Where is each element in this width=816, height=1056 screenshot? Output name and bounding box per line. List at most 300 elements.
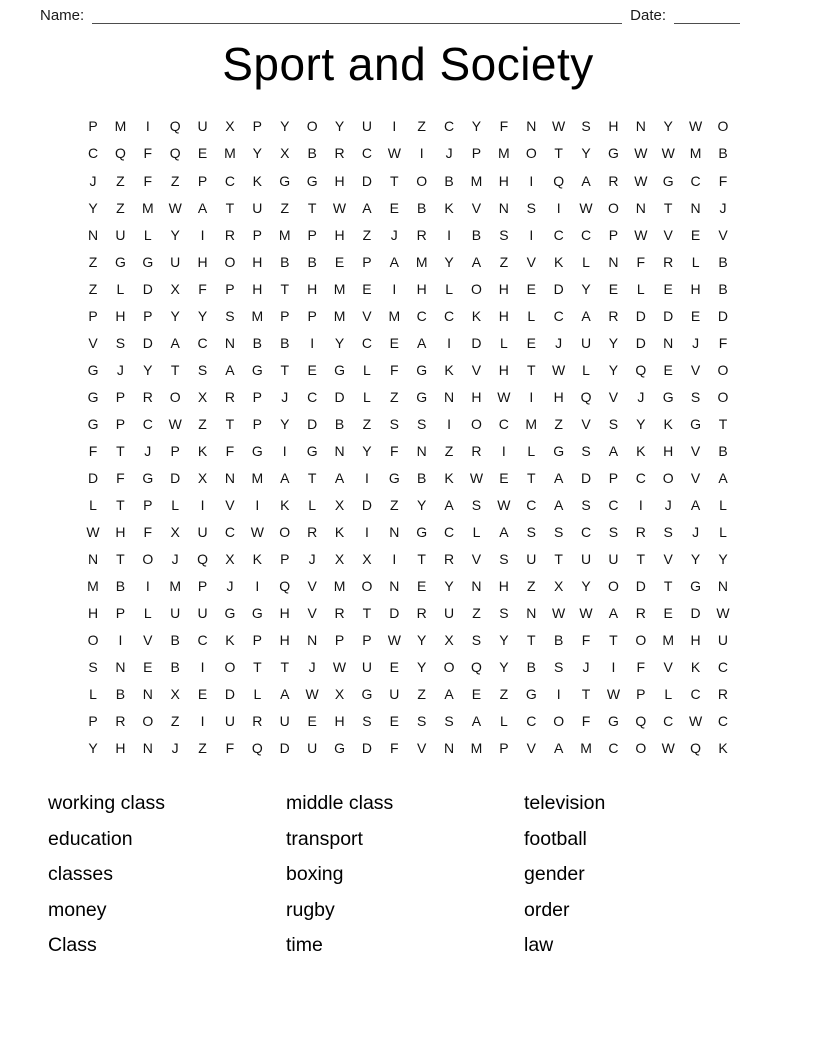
grid-letter: L	[499, 713, 508, 730]
grid-letter: T	[116, 497, 125, 514]
grid-letter: O	[416, 172, 428, 189]
grid-letter: G	[306, 442, 318, 459]
grid-letter: P	[307, 226, 317, 243]
grid-letter: U	[279, 713, 290, 730]
grid-letter: W	[688, 118, 703, 135]
grid-letter: K	[334, 524, 345, 541]
grid-letter: C	[580, 524, 592, 541]
grid-letter: G	[251, 605, 263, 622]
grid-letter: F	[636, 253, 646, 270]
grid-letter: S	[526, 524, 536, 541]
grid-letter: S	[553, 524, 564, 541]
grid-letter: D	[224, 686, 236, 703]
grid-letter: U	[580, 551, 592, 568]
grid-letter: N	[498, 199, 509, 216]
grid-letter: Y	[499, 659, 509, 676]
grid-letter: Z	[170, 172, 180, 189]
grid-letter: A	[334, 470, 345, 487]
word-list-item: rugby	[286, 898, 335, 921]
grid-letter: T	[116, 442, 125, 459]
grid-letter: I	[145, 578, 150, 595]
date-blank-line	[674, 7, 740, 24]
grid-letter: C	[526, 713, 537, 730]
grid-letter: X	[334, 497, 345, 514]
grid-letter: I	[419, 145, 424, 162]
grid-letter: W	[168, 415, 182, 432]
grid-letter: T	[663, 578, 673, 595]
grid-letter: O	[553, 713, 565, 730]
grid-letter: I	[447, 415, 452, 432]
grid-letter: Z	[362, 415, 372, 432]
grid-letter: R	[635, 524, 646, 541]
grid-letter: K	[197, 442, 208, 459]
grid-letter: E	[389, 334, 399, 351]
grid-letter: E	[389, 713, 399, 730]
grid-letter: X	[170, 524, 180, 541]
grid-letter: U	[197, 524, 208, 541]
grid-letter: G	[525, 686, 537, 703]
grid-letter: H	[334, 172, 345, 189]
grid-letter: Z	[417, 118, 426, 135]
grid-letter: G	[306, 172, 318, 189]
grid-letter: L	[664, 686, 673, 703]
grid-letter: M	[415, 253, 428, 270]
grid-letter: G	[553, 442, 565, 459]
grid-letter: P	[225, 280, 235, 297]
grid-letter: B	[718, 280, 728, 297]
grid-letter: S	[499, 605, 509, 622]
grid-letter: Z	[390, 388, 399, 405]
word-list-item: Class	[48, 934, 97, 957]
grid-letter: G	[690, 415, 702, 432]
grid-letter: A	[197, 199, 208, 216]
grid-letter: B	[526, 659, 536, 676]
grid-letter: S	[608, 415, 619, 432]
grid-letter: R	[471, 442, 482, 459]
grid-letter: S	[417, 415, 427, 432]
grid-letter: T	[609, 632, 618, 649]
grid-letter: P	[143, 307, 153, 324]
grid-letter: Y	[170, 226, 180, 243]
grid-letter: U	[389, 686, 400, 703]
grid-letter: U	[224, 713, 236, 730]
grid-letter: I	[200, 713, 205, 730]
grid-letter: A	[553, 740, 564, 757]
grid-letter: J	[390, 226, 398, 243]
grid-letter: E	[499, 470, 509, 487]
grid-letter: F	[718, 172, 728, 189]
grid-letter: U	[307, 740, 318, 757]
grid-letter: E	[663, 280, 673, 297]
grid-letter: I	[392, 280, 397, 297]
grid-letter: N	[115, 659, 126, 676]
grid-letter: G	[607, 145, 619, 162]
grid-letter: D	[142, 280, 153, 297]
grid-letter: V	[88, 334, 98, 351]
grid-letter: P	[636, 686, 646, 703]
grid-letter: J	[144, 442, 152, 459]
grid-letter: G	[416, 388, 428, 405]
grid-letter: S	[526, 199, 536, 216]
grid-letter: D	[553, 280, 564, 297]
grid-letter: D	[361, 172, 372, 189]
grid-letter: L	[499, 334, 508, 351]
grid-letter: A	[718, 470, 728, 487]
grid-letter: P	[88, 118, 98, 135]
grid-letter: Y	[362, 442, 372, 459]
grid-letter: O	[224, 253, 236, 270]
grid-letter: Q	[471, 659, 482, 676]
grid-letter: U	[252, 199, 263, 216]
grid-letter: D	[635, 578, 646, 595]
grid-letter: X	[334, 686, 345, 703]
grid-letter: F	[116, 470, 125, 487]
grid-letter: N	[471, 578, 482, 595]
grid-letter: T	[307, 470, 317, 487]
grid-letter: B	[417, 470, 427, 487]
grid-letter: O	[662, 470, 674, 487]
grid-letter: R	[252, 713, 263, 730]
word-column	[286, 786, 524, 964]
grid-letter: D	[170, 470, 181, 487]
grid-letter: A	[417, 334, 427, 351]
grid-letter: P	[143, 497, 153, 514]
grid-letter: D	[279, 740, 290, 757]
grid-letter: M	[278, 226, 291, 243]
grid-letter: T	[554, 145, 563, 162]
grid-letter: P	[252, 632, 263, 649]
grid-letter: W	[688, 713, 703, 730]
grid-letter: V	[143, 632, 153, 649]
grid-letter: M	[580, 740, 592, 757]
grid-letter: D	[635, 307, 646, 324]
grid-letter: D	[717, 307, 729, 324]
grid-letter: K	[553, 253, 564, 270]
grid-letter: Q	[635, 713, 647, 730]
grid-letter: C	[717, 713, 729, 730]
grid-letter: Y	[417, 632, 427, 649]
grid-letter: H	[553, 388, 564, 405]
grid-letter: M	[141, 199, 154, 216]
grid-letter: E	[471, 686, 482, 703]
grid-letter: A	[471, 253, 482, 270]
grid-letter: Q	[553, 172, 565, 189]
grid-letter: Z	[88, 280, 98, 297]
grid-letter: X	[197, 470, 208, 487]
grid-letter: A	[471, 713, 482, 730]
grid-letter: H	[690, 632, 701, 649]
grid-letter: J	[89, 172, 97, 189]
grid-letter: V	[690, 442, 701, 459]
grid-letter: V	[663, 659, 673, 676]
grid-letter: U	[361, 118, 372, 135]
grid-letter: K	[444, 470, 454, 487]
grid-letter: Y	[690, 551, 701, 568]
grid-letter: O	[224, 659, 236, 676]
grid-letter: Y	[143, 361, 153, 378]
grid-letter: V	[307, 605, 317, 622]
grid-letter: R	[416, 226, 427, 243]
grid-letter: H	[471, 388, 482, 405]
grid-letter: L	[116, 280, 125, 297]
grid-letter: E	[143, 659, 153, 676]
grid-letter: G	[279, 172, 291, 189]
grid-letter: B	[417, 199, 427, 216]
grid-letter: A	[608, 442, 619, 459]
grid-letter: Y	[252, 145, 263, 162]
grid-letter: Z	[198, 740, 207, 757]
grid-letter: W	[469, 470, 484, 487]
grid-letter: B	[444, 172, 454, 189]
grid-letter: I	[556, 686, 561, 703]
grid-letter: M	[87, 578, 99, 595]
grid-letter: G	[142, 470, 154, 487]
grid-letter: H	[498, 172, 509, 189]
grid-letter: G	[251, 442, 263, 459]
grid-letter: R	[334, 605, 345, 622]
grid-letter: G	[690, 578, 702, 595]
grid-letter: U	[115, 226, 126, 243]
grid-letter: N	[444, 388, 455, 405]
grid-letter: L	[171, 497, 180, 514]
grid-letter: F	[390, 361, 399, 378]
grid-letter: Q	[114, 145, 126, 162]
grid-letter: L	[143, 226, 152, 243]
grid-letter: O	[443, 659, 455, 676]
grid-letter: W	[606, 686, 621, 703]
grid-letter: H	[334, 713, 345, 730]
grid-letter: H	[498, 307, 509, 324]
grid-letter: J	[582, 659, 590, 676]
grid-letter: J	[692, 334, 700, 351]
grid-letter: O	[169, 388, 181, 405]
grid-letter: I	[529, 388, 534, 405]
grid-letter: W	[387, 145, 401, 162]
grid-letter: O	[142, 713, 154, 730]
grid-letter: S	[471, 632, 482, 649]
grid-letter: J	[171, 551, 179, 568]
grid-letter: Y	[88, 199, 98, 216]
grid-letter: R	[635, 605, 646, 622]
grid-letter: C	[416, 307, 427, 324]
grid-letter: N	[635, 118, 646, 135]
grid-letter: B	[307, 253, 317, 270]
grid-letter: R	[142, 388, 153, 405]
grid-letter: A	[444, 497, 454, 514]
grid-letter: Y	[417, 659, 427, 676]
grid-letter: I	[392, 551, 397, 568]
grid-letter: D	[334, 388, 345, 405]
grid-letter: E	[526, 334, 536, 351]
grid-letter: X	[362, 551, 372, 568]
grid-letter: A	[280, 470, 290, 487]
grid-letter: T	[170, 361, 180, 378]
grid-letter: K	[636, 442, 646, 459]
grid-letter: C	[553, 226, 564, 243]
grid-letter: P	[252, 226, 263, 243]
grid-letter: D	[361, 497, 372, 514]
grid-letter: T	[417, 551, 426, 568]
grid-letter: W	[661, 740, 675, 757]
grid-letter: T	[526, 361, 536, 378]
grid-letter: O	[142, 551, 154, 568]
grid-letter: T	[280, 280, 290, 297]
grid-letter: Q	[580, 388, 592, 405]
grid-letter: V	[417, 740, 427, 757]
grid-letter: E	[307, 713, 317, 730]
grid-letter: E	[690, 307, 701, 324]
grid-letter: B	[553, 632, 564, 649]
grid-letter: Y	[581, 145, 591, 162]
grid-letter: T	[526, 470, 536, 487]
grid-letter: I	[611, 659, 616, 676]
grid-letter: F	[225, 740, 235, 757]
grid-letter: G	[251, 361, 263, 378]
grid-letter: T	[581, 686, 591, 703]
grid-letter: I	[392, 118, 397, 135]
puzzle-title: Sport and Society	[222, 38, 594, 90]
grid-letter: O	[607, 199, 619, 216]
grid-letter: E	[362, 280, 372, 297]
grid-letter: I	[556, 199, 561, 216]
grid-letter: W	[579, 199, 593, 216]
grid-letter: E	[389, 659, 399, 676]
grid-letter: U	[197, 118, 208, 135]
grid-letter: H	[197, 253, 208, 270]
grid-letter: M	[689, 145, 702, 162]
grid-letter: C	[307, 388, 318, 405]
grid-letter: O	[279, 524, 291, 541]
grid-letter: S	[225, 307, 235, 324]
grid-letter: M	[114, 118, 127, 135]
grid-letter: G	[224, 605, 236, 622]
grid-letter: C	[717, 659, 729, 676]
grid-letter: F	[143, 172, 153, 189]
grid-letter: L	[527, 307, 536, 324]
grid-letter: W	[497, 497, 511, 514]
grid-letter: K	[444, 361, 454, 378]
grid-letter: K	[225, 632, 235, 649]
grid-letter: C	[580, 226, 592, 243]
grid-letter: L	[719, 524, 727, 541]
grid-letter: A	[225, 361, 235, 378]
grid-letter: F	[88, 442, 98, 459]
grid-letter: S	[553, 659, 564, 676]
grid-letter: Y	[417, 497, 427, 514]
grid-letter: P	[115, 415, 126, 432]
grid-letter: V	[471, 199, 482, 216]
grid-letter: T	[663, 199, 673, 216]
grid-letter: B	[471, 226, 482, 243]
grid-letter: Z	[499, 253, 509, 270]
word-list-item: order	[524, 898, 570, 921]
grid-letter: H	[498, 578, 509, 595]
grid-letter: V	[581, 415, 591, 432]
grid-letter: Q	[169, 145, 181, 162]
grid-letter: I	[200, 497, 205, 514]
grid-letter: Q	[690, 740, 702, 757]
grid-letter: C	[361, 145, 372, 162]
grid-letter: W	[305, 686, 319, 703]
grid-letter: G	[87, 361, 99, 378]
grid-letter: F	[225, 442, 235, 459]
grid-letter: A	[690, 497, 701, 514]
grid-letter: C	[444, 118, 455, 135]
grid-letter: I	[364, 524, 369, 541]
grid-letter: W	[579, 605, 593, 622]
grid-letter: G	[607, 713, 619, 730]
grid-letter: W	[86, 524, 100, 541]
grid-letter: P	[334, 632, 345, 649]
grid-letter: D	[690, 605, 701, 622]
grid-letter: I	[529, 172, 534, 189]
grid-letter: Q	[169, 118, 181, 135]
grid-letter: C	[635, 470, 646, 487]
grid-letter: B	[334, 415, 345, 432]
grid-letter: W	[168, 199, 182, 216]
grid-letter: R	[717, 686, 729, 703]
grid-letter: A	[444, 686, 454, 703]
grid-letter: J	[308, 551, 316, 568]
grid-letter: T	[253, 659, 262, 676]
grid-letter: C	[608, 497, 619, 514]
grid-letter: N	[526, 118, 537, 135]
grid-letter: A	[581, 172, 591, 189]
word-list-item: time	[286, 934, 323, 957]
grid-letter: S	[581, 442, 591, 459]
grid-letter: V	[307, 578, 317, 595]
grid-letter: W	[497, 388, 511, 405]
grid-letter: N	[389, 524, 400, 541]
grid-letter: Z	[444, 442, 454, 459]
grid-letter: Y	[88, 740, 98, 757]
grid-letter: B	[718, 253, 728, 270]
grid-letter: Y	[334, 118, 345, 135]
grid-letter: K	[252, 172, 263, 189]
grid-letter: N	[307, 632, 318, 649]
grid-letter: V	[526, 740, 536, 757]
grid-letter: S	[499, 551, 509, 568]
grid-letter: T	[362, 605, 372, 622]
grid-letter: C	[690, 172, 701, 189]
grid-letter: M	[224, 145, 236, 162]
grid-letter: P	[197, 172, 208, 189]
grid-letter: S	[581, 497, 591, 514]
grid-letter: C	[553, 307, 564, 324]
grid-letter: O	[471, 415, 482, 432]
grid-letter: Z	[362, 226, 372, 243]
grid-letter: Z	[499, 686, 509, 703]
grid-letter: C	[663, 713, 674, 730]
grid-letter: N	[717, 578, 729, 595]
grid-letter: N	[416, 442, 427, 459]
grid-letter: S	[471, 497, 482, 514]
grid-letter: V	[608, 388, 619, 405]
grid-letter: G	[87, 415, 99, 432]
grid-letter: P	[252, 415, 263, 432]
grid-letter: U	[580, 334, 592, 351]
grid-letter: F	[143, 145, 153, 162]
grid-letter: Y	[581, 280, 591, 297]
grid-letter: X	[334, 551, 345, 568]
grid-letter: P	[608, 226, 619, 243]
grid-letter: N	[608, 253, 619, 270]
grid-letter: L	[719, 497, 727, 514]
grid-letter: P	[280, 551, 290, 568]
word-list-item: boxing	[286, 863, 344, 886]
grid-letter: C	[197, 632, 208, 649]
grid-letter: H	[307, 280, 318, 297]
